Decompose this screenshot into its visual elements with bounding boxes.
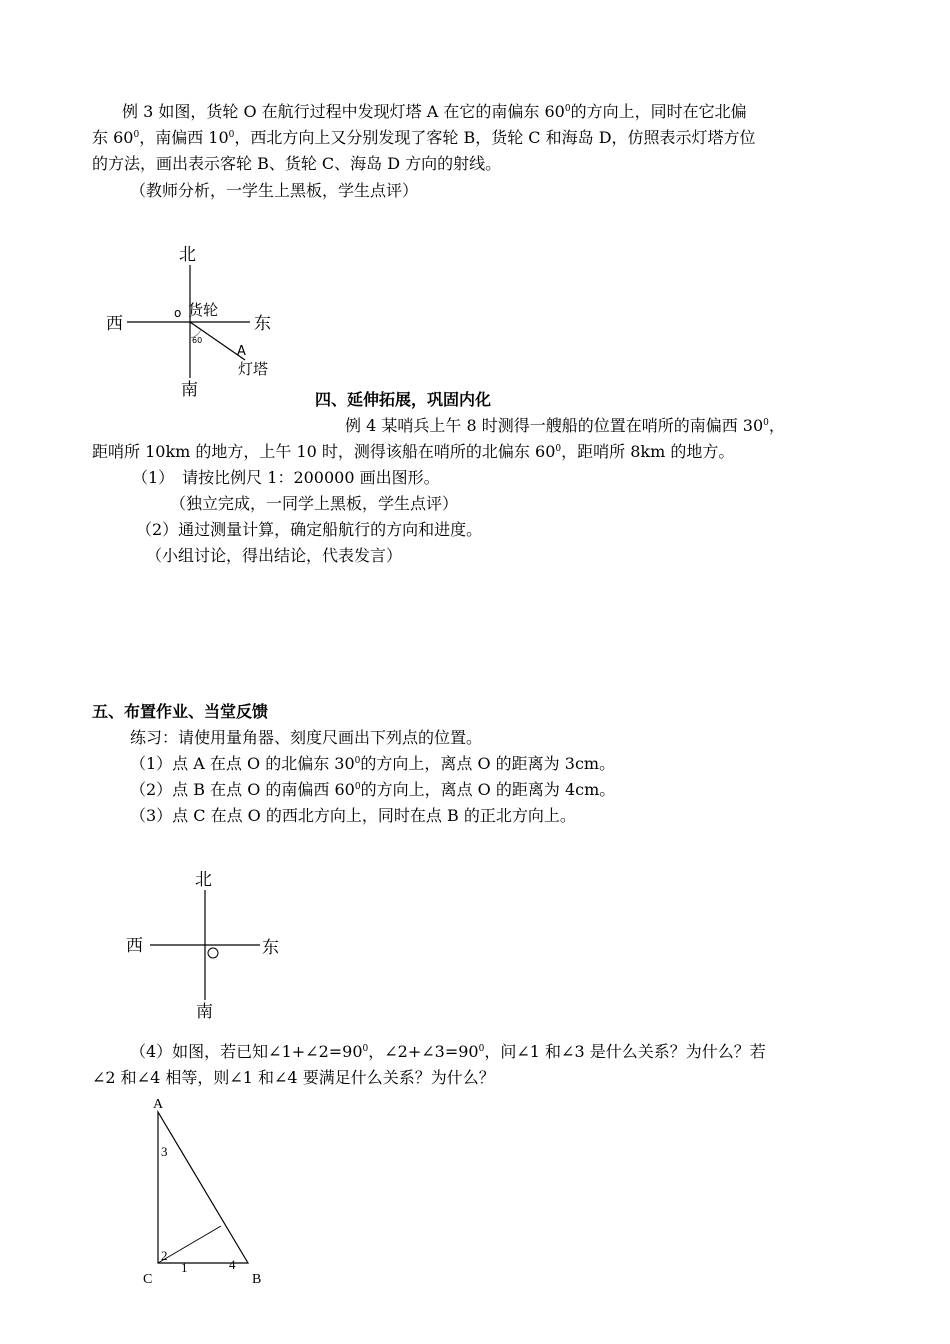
text: （2）点 B 在点 O 的南偏西 60 [130, 780, 355, 799]
example3-line1 [122, 102, 747, 122]
text: 例 4 某哨兵上午 8 时测得一艘船的位置在哨所的南偏西 30 [345, 416, 764, 435]
section4-heading: 四、延伸拓展，巩固内化 [315, 390, 492, 409]
example4-item2: （2）通过测量计算，确定船航行的方向和进度。 [136, 520, 483, 539]
example4-line1 [345, 416, 785, 436]
text: 的方向上，离点 O 的距离为 4cm。 [360, 780, 616, 799]
question4-line1 [130, 1042, 766, 1062]
ship-label: 货轮 [188, 301, 219, 319]
angle-1-label: 1 [181, 1260, 188, 1275]
angle-2-label: 2 [161, 1248, 168, 1263]
example4-item1: （1） 请按比例尺 1：200000 画出图形。 [132, 468, 440, 487]
vertex-a-label: A [153, 1097, 164, 1112]
vertex-b-label: B [252, 1272, 262, 1287]
text: ，南偏西 10 [139, 128, 229, 147]
example3-line3: 的方法，画出表示客轮 B、货轮 C、海岛 D 方向的射线。 [92, 154, 502, 173]
example4-note1: （独立完成，一同学上黑板，学生点评） [170, 494, 459, 513]
section5-heading: 五、布置作业、当堂反馈 [92, 702, 269, 721]
west-label: 西 [126, 936, 143, 956]
degree-sup: 0 [354, 756, 361, 766]
compass-figure-2 [120, 865, 295, 1025]
text: ，∠2+∠3=90 [368, 1042, 479, 1061]
text: 例 3 如图，货轮 O 在航行过程中发现灯塔 A 在它的南偏东 60 [122, 102, 565, 121]
text: ，距哨所 8km 的地方。 [561, 442, 735, 461]
text: （1）点 A 在点 O 的北偏东 30 [130, 754, 355, 773]
west-label: 西 [106, 314, 123, 334]
example4-line2 [92, 442, 734, 462]
example4-note2: （小组讨论，得出结论，代表发言） [146, 546, 403, 565]
compass-figure-1 [95, 240, 295, 400]
south-label: 南 [181, 380, 198, 400]
vertex-c-label: C [143, 1272, 153, 1287]
example3-note: （教师分析，一学生上黑板，学生点评） [130, 181, 419, 200]
degree-sup: 0 [478, 1044, 485, 1054]
question4-line2: ∠2 和∠4 相等，则∠1 和∠4 要满足什么关系？为什么？ [92, 1068, 495, 1087]
degree-sup: 0 [354, 782, 361, 792]
example3-line2 [92, 128, 756, 148]
degree-sup: 0 [133, 130, 140, 140]
east-label: 东 [262, 938, 279, 958]
exercise-intro: 练习：请使用量角器、刻度尺画出下列点的位置。 [130, 728, 483, 747]
degree-sup: 0 [362, 1044, 369, 1054]
text: ，问∠1 和∠3 是什么关系？为什么？若 [484, 1042, 766, 1061]
exercise-item2 [130, 780, 615, 800]
degree-sup: 0 [564, 104, 571, 114]
north-label: 北 [195, 870, 212, 890]
angle-4-label: 4 [229, 1257, 236, 1272]
degree-sup: 0 [555, 444, 562, 454]
lighthouse-label: 灯塔 [238, 360, 269, 378]
exercise-item3: （3）点 C 在点 O 的西北方向上，同时在点 B 的正北方向上。 [130, 806, 576, 825]
degree-sup: 0 [228, 130, 235, 140]
degree-sup: 0 [763, 418, 769, 428]
origin-circle [208, 948, 218, 958]
angle-label: 60 [192, 336, 203, 345]
triangle-figure [135, 1092, 275, 1292]
south-label: 南 [196, 1002, 213, 1022]
angle-3-label: 3 [161, 1144, 168, 1159]
north-label: 北 [179, 245, 196, 265]
text: （4）如图，若已知∠1+∠2=90 [130, 1042, 363, 1061]
east-label: 东 [254, 314, 271, 334]
triangle-abc [158, 1112, 248, 1263]
text: 的方向上，同时在它北偏 [570, 102, 747, 121]
text: 东 60 [92, 128, 134, 147]
point-a-label: A [237, 344, 246, 359]
text: 的方向上，离点 O 的距离为 3cm。 [360, 754, 616, 773]
text: ，西北方向上又分别发现了客轮 B，货轮 C 和海岛 D，仿照表示灯塔方位 [234, 128, 756, 147]
origin-label: o [174, 306, 182, 320]
text: 距哨所 10km 的地方，上午 10 时，测得该船在哨所的北偏东 60 [92, 442, 556, 461]
text: ， [768, 416, 785, 435]
exercise-item1 [130, 754, 615, 774]
